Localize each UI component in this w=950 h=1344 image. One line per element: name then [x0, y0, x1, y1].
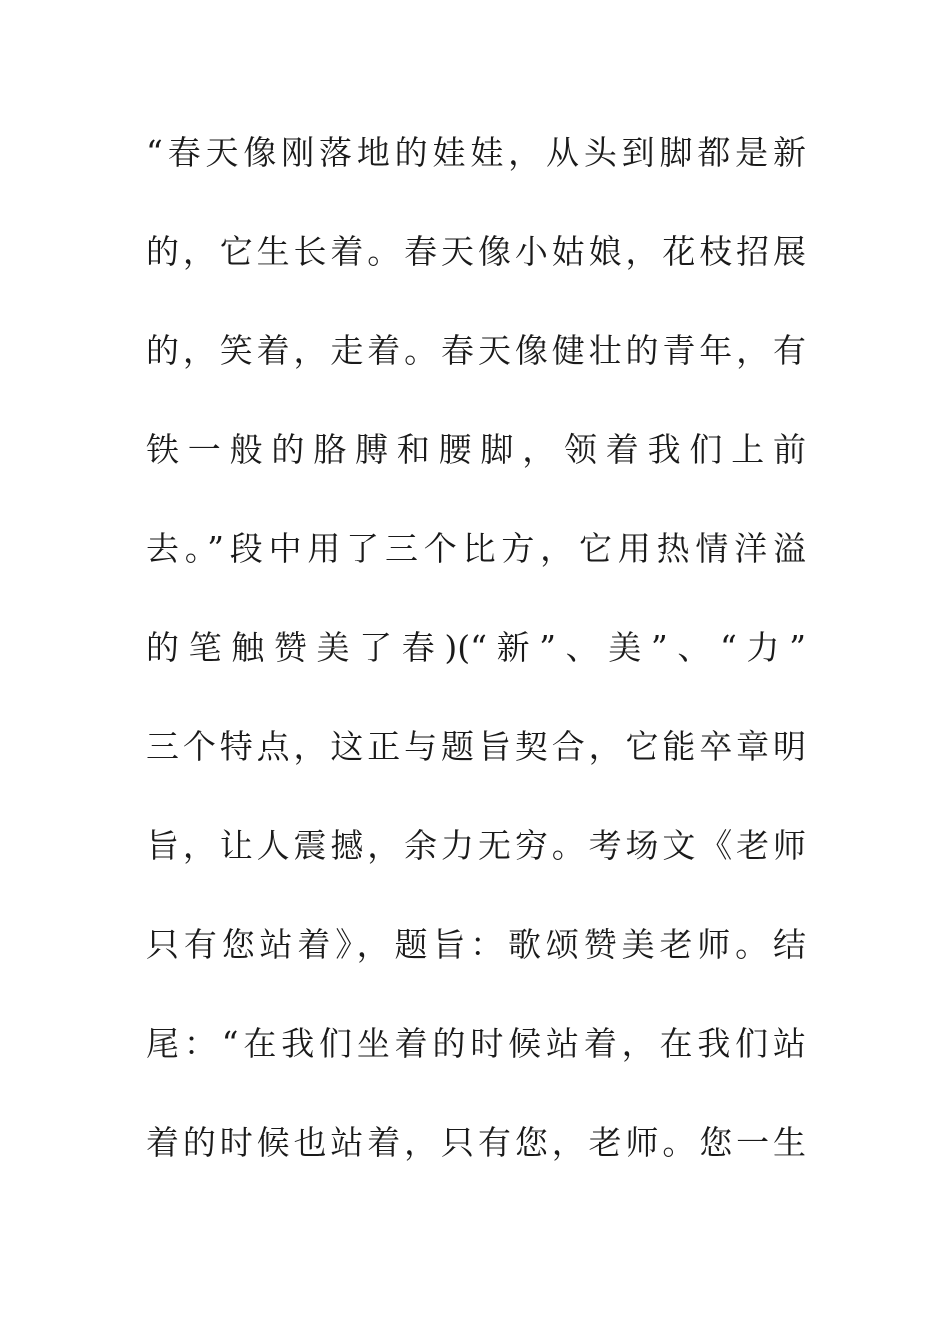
body-text [146, 124, 806, 1213]
text-line-11: 着的时候也站着，只有您，老师。您一生 [146, 1123, 806, 1162]
text-line-2: 的，它生长着。春天像小姑娘，花枝招展 [146, 232, 806, 271]
text-line-4: 铁一般的胳膊和腰脚，领着我们上前 [146, 430, 806, 469]
text-line-1: “春天像刚落地的娃娃，从头到脚都是新 [146, 133, 806, 172]
text-line-9: 只有您站着》，题旨：歌颂赞美老师。结 [146, 925, 806, 964]
text-line-3: 的，笑着，走着。春天像健壮的青年，有 [146, 331, 806, 370]
text-line-7: 三个特点，这正与题旨契合，它能卒章明 [146, 727, 806, 766]
text-line-5: 去。”段中用了三个比方，它用热情洋溢 [146, 529, 806, 568]
text-line-10: 尾：“在我们坐着的时候站着，在我们站 [146, 1024, 806, 1063]
text-line-6: 的笔触赞美了春)(“新”、美”、“力” [146, 628, 806, 667]
text-line-8: 旨，让人震撼，余力无穷。考场文《老师 [146, 826, 806, 865]
